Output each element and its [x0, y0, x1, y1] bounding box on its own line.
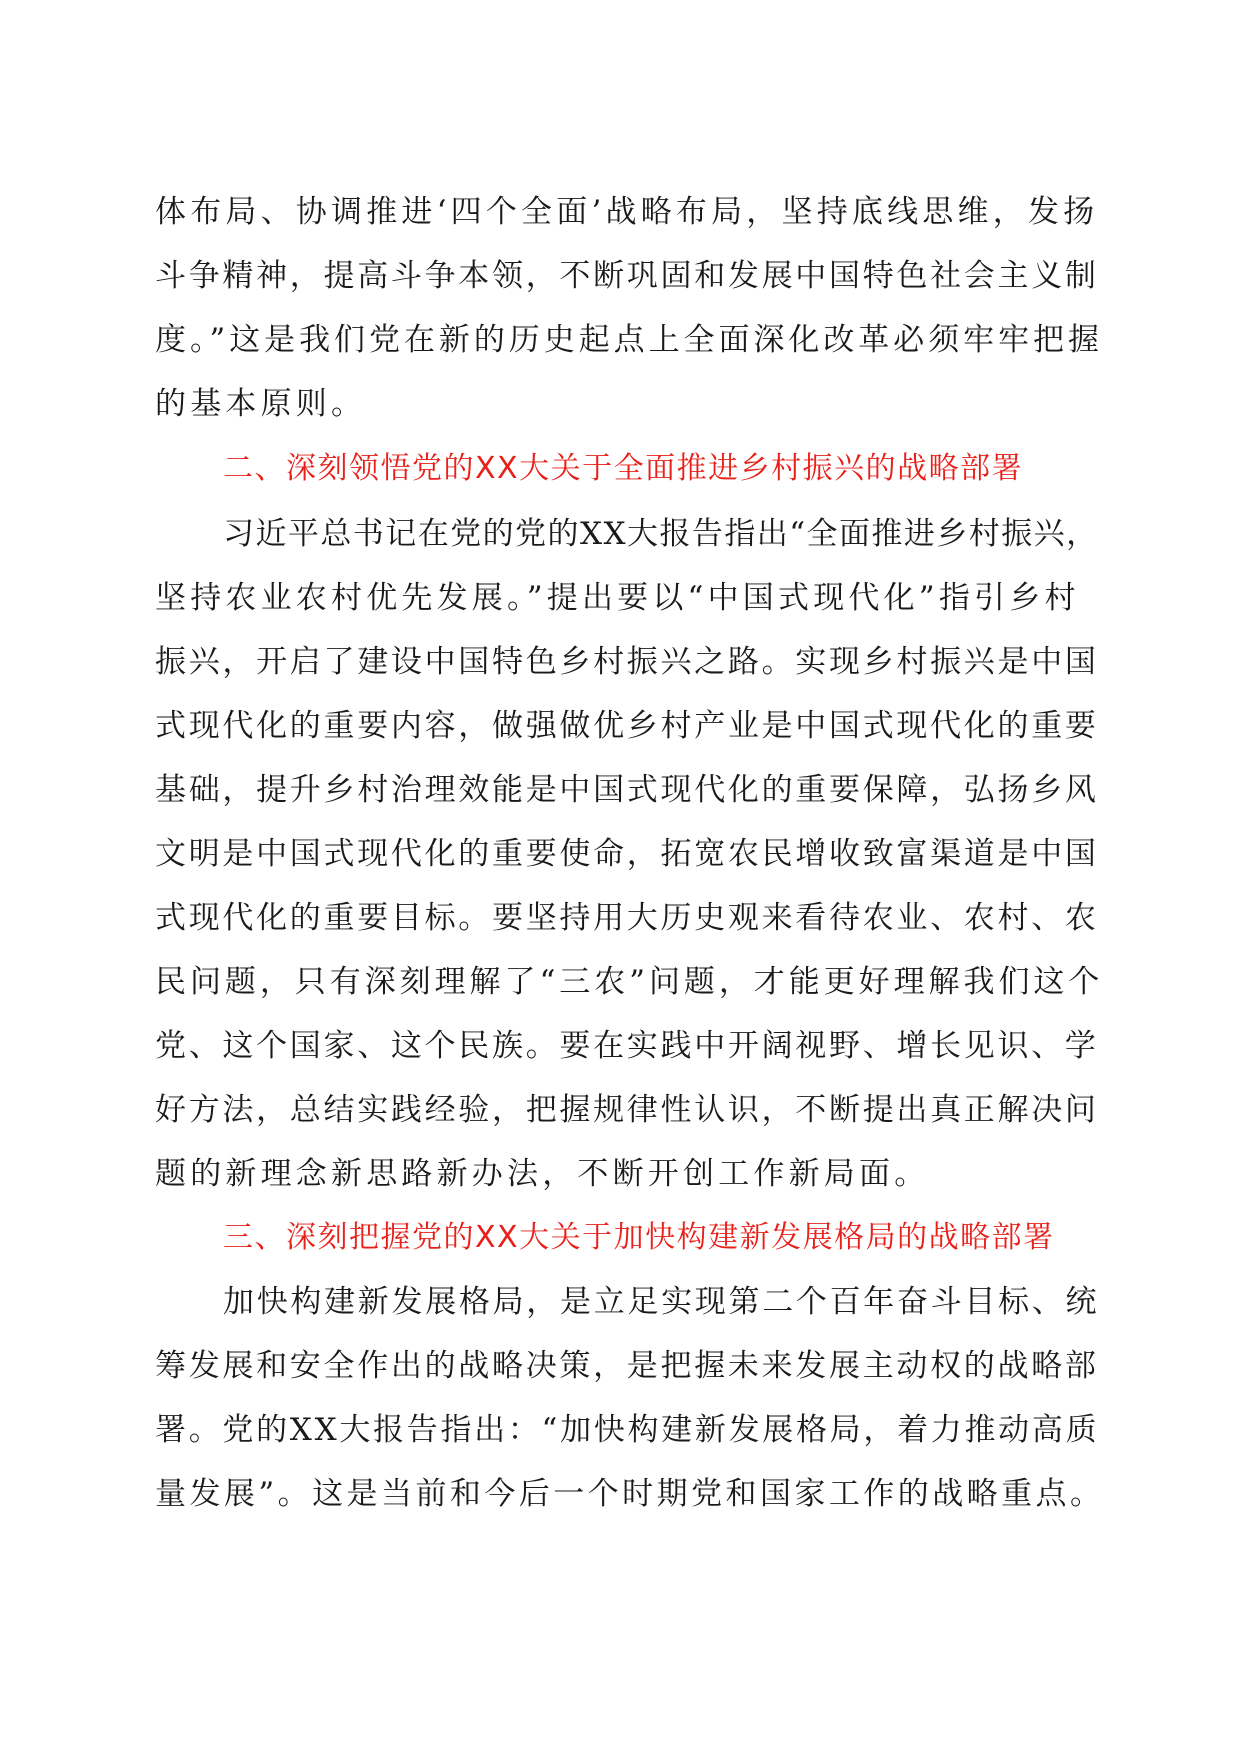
section-2-line-7: 式现代化的重要目标。要坚持用大历史观来看待农业、农村、农	[155, 900, 1099, 936]
section-2-line-10: 好方法，总结实践经验，把握规律性认识，不断提出真正解决问	[155, 1092, 1099, 1128]
section-2-line-2: 坚持农业农村优先发展。”提出要以“中国式现代化”指引乡村	[155, 580, 1080, 616]
section-2-line-8: 民问题，只有深刻理解了“三农”问题，才能更好理解我们这个	[155, 964, 1104, 1000]
section-2-line-1: 习近平总书记在党的党的XX大报告指出“全面推进乡村振兴，	[223, 516, 1099, 552]
section-3-line-4: 量发展”。这是当前和今后一个时期党和国家工作的战略重点。	[155, 1476, 1105, 1512]
intro-line-4: 的基本原则。	[155, 386, 367, 422]
intro-line-1: 体布局、协调推进‘四个全面’战略布局，坚持底线思维，发扬	[155, 194, 1099, 230]
section-2-line-11: 题的新理念新思路新办法，不断开创工作新局面。	[155, 1156, 930, 1192]
section-2-heading: 二、深刻领悟党的XX大关于全面推进乡村振兴的战略部署	[223, 451, 1024, 486]
section-2-line-6: 文明是中国式现代化的重要使命，拓宽农民增收致富渠道是中国	[155, 836, 1099, 872]
section-2-line-5: 基础，提升乡村治理效能是中国式现代化的重要保障，弘扬乡风	[155, 772, 1099, 808]
intro-line-2: 斗争精神，提高斗争本领，不断巩固和发展中国特色社会主义制	[155, 258, 1099, 294]
intro-line-3: 度。”这是我们党在新的历史起点上全面深化改革必须牢牢把握	[155, 322, 1103, 358]
section-3-line-3: 署。党的XX大报告指出：“加快构建新发展格局，着力推动高质	[155, 1412, 1100, 1448]
section-3-heading: 三、深刻把握党的XX大关于加快构建新发展格局的战略部署	[223, 1220, 1055, 1255]
section-2-line-3: 振兴，开启了建设中国特色乡村振兴之路。实现乡村振兴是中国	[155, 644, 1099, 680]
section-2-line-9: 党、这个国家、这个民族。要在实践中开阔视野、增长见识、学	[155, 1028, 1099, 1064]
section-3-line-1: 加快构建新发展格局，是立足实现第二个百年奋斗目标、统	[223, 1284, 1100, 1320]
section-3-line-2: 筹发展和安全作出的战略决策，是把握未来发展主动权的战略部	[155, 1348, 1099, 1384]
section-2-line-4: 式现代化的重要内容，做强做优乡村产业是中国式现代化的重要	[155, 708, 1099, 744]
